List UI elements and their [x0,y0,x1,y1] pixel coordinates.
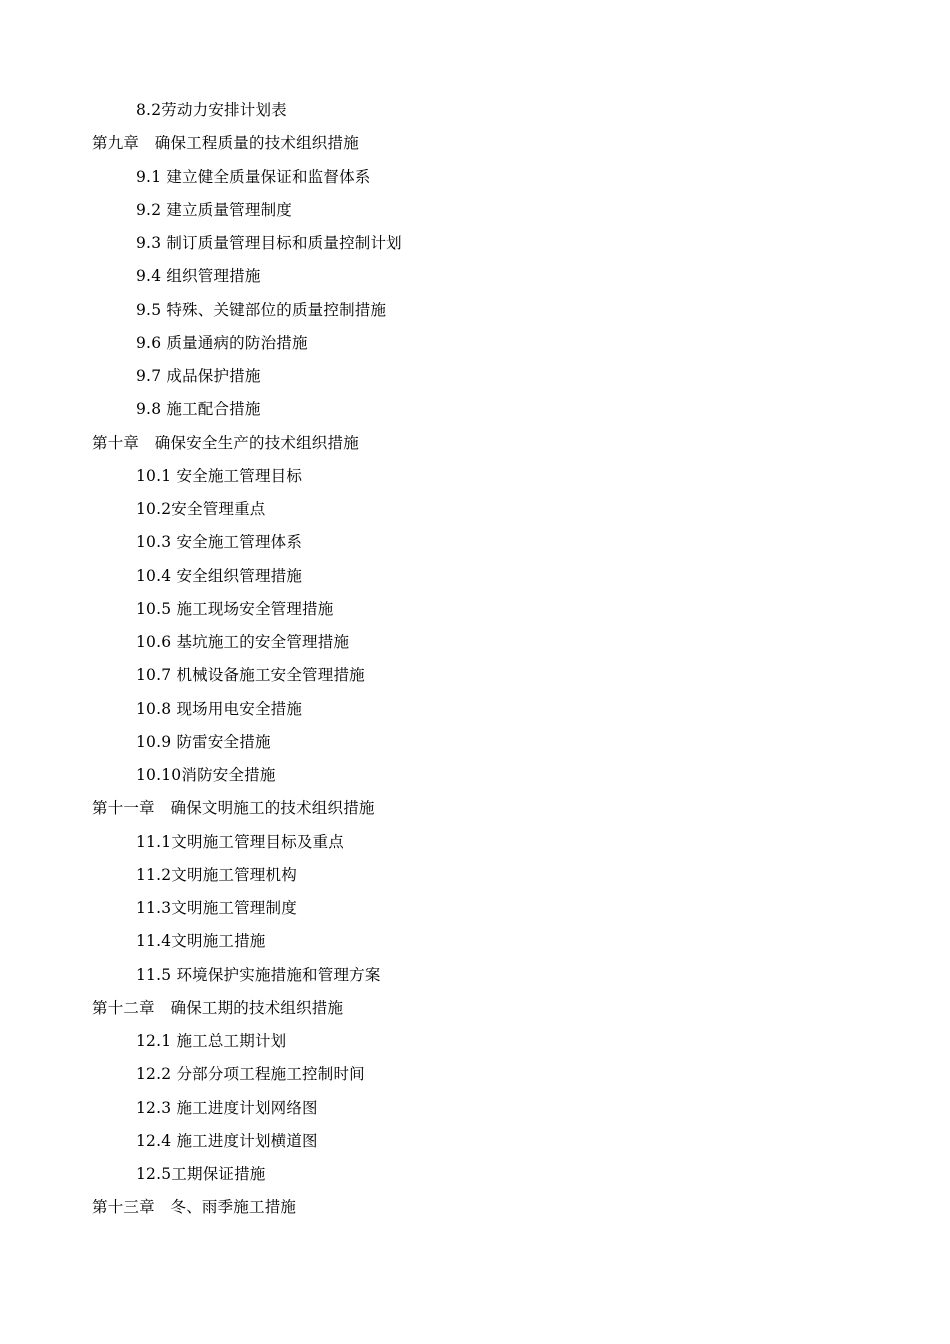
toc-section-entry: 12.1 施工总工期计划 [136,1032,287,1050]
toc-section-entry: 11.1文明施工管理目标及重点 [136,832,345,851]
toc-section-entry: 12.5工期保证措施 [136,1165,266,1183]
toc-section-entry: 9.8 施工配合措施 [136,400,261,419]
toc-section-entry: 10.6 基坑施工的安全管理措施 [136,633,350,651]
toc-section-entry: 9.4 组织管理措施 [136,267,261,286]
toc-section-entry: 8.2劳动力安排计划表 [136,101,287,119]
toc-section-entry: 10.9 防雷安全措施 [136,732,271,751]
toc-section-entry: 10.7 机械设备施工安全管理措施 [136,666,365,685]
toc-section-entry: 10.10消防安全措施 [136,766,276,784]
toc-section-entry: 9.2 建立质量管理制度 [136,200,292,219]
toc-section-entry: 11.3文明施工管理制度 [136,899,297,917]
toc-section-entry: 10.3 安全施工管理体系 [136,533,303,552]
toc-section-entry: 9.3 制订质量管理目标和质量控制计划 [136,234,402,252]
toc-chapter-heading: 第十一章 确保文明施工的技术组织措施 [92,799,375,818]
table-of-contents [0,96,950,1227]
toc-section-entry: 12.2 分部分项工程施工控制时间 [136,1065,365,1084]
toc-section-entry: 12.4 施工进度计划横道图 [136,1131,318,1150]
toc-section-entry: 11.4文明施工措施 [136,932,266,951]
toc-chapter-heading: 第十二章 确保工期的技术组织措施 [92,998,344,1017]
toc-section-entry: 10.5 施工现场安全管理措施 [136,599,334,618]
toc-section-entry: 9.1 建立健全质量保证和监督体系 [136,167,371,186]
toc-chapter-heading: 第九章 确保工程质量的技术组织措施 [92,134,359,153]
toc-section-entry: 9.5 特殊、关键部位的质量控制措施 [136,300,387,319]
toc-section-entry: 9.6 质量通病的防治措施 [136,333,308,352]
toc-chapter-heading: 第十三章 冬、雨季施工措施 [92,1198,297,1217]
toc-chapter-heading: 第十章 确保安全生产的技术组织措施 [92,433,359,452]
toc-section-entry: 10.1 安全施工管理目标 [136,466,303,485]
toc-section-entry: 9.7 成品保护措施 [136,367,261,385]
toc-section-entry: 11.2文明施工管理机构 [136,865,297,884]
toc-section-entry: 10.2安全管理重点 [136,500,266,518]
toc-section-entry: 10.8 现场用电安全措施 [136,699,303,718]
toc-section-entry: 12.3 施工进度计划网络图 [136,1098,318,1117]
toc-section-entry: 10.4 安全组织管理措施 [136,566,303,585]
toc-section-entry: 11.5 环境保护实施措施和管理方案 [136,965,381,984]
